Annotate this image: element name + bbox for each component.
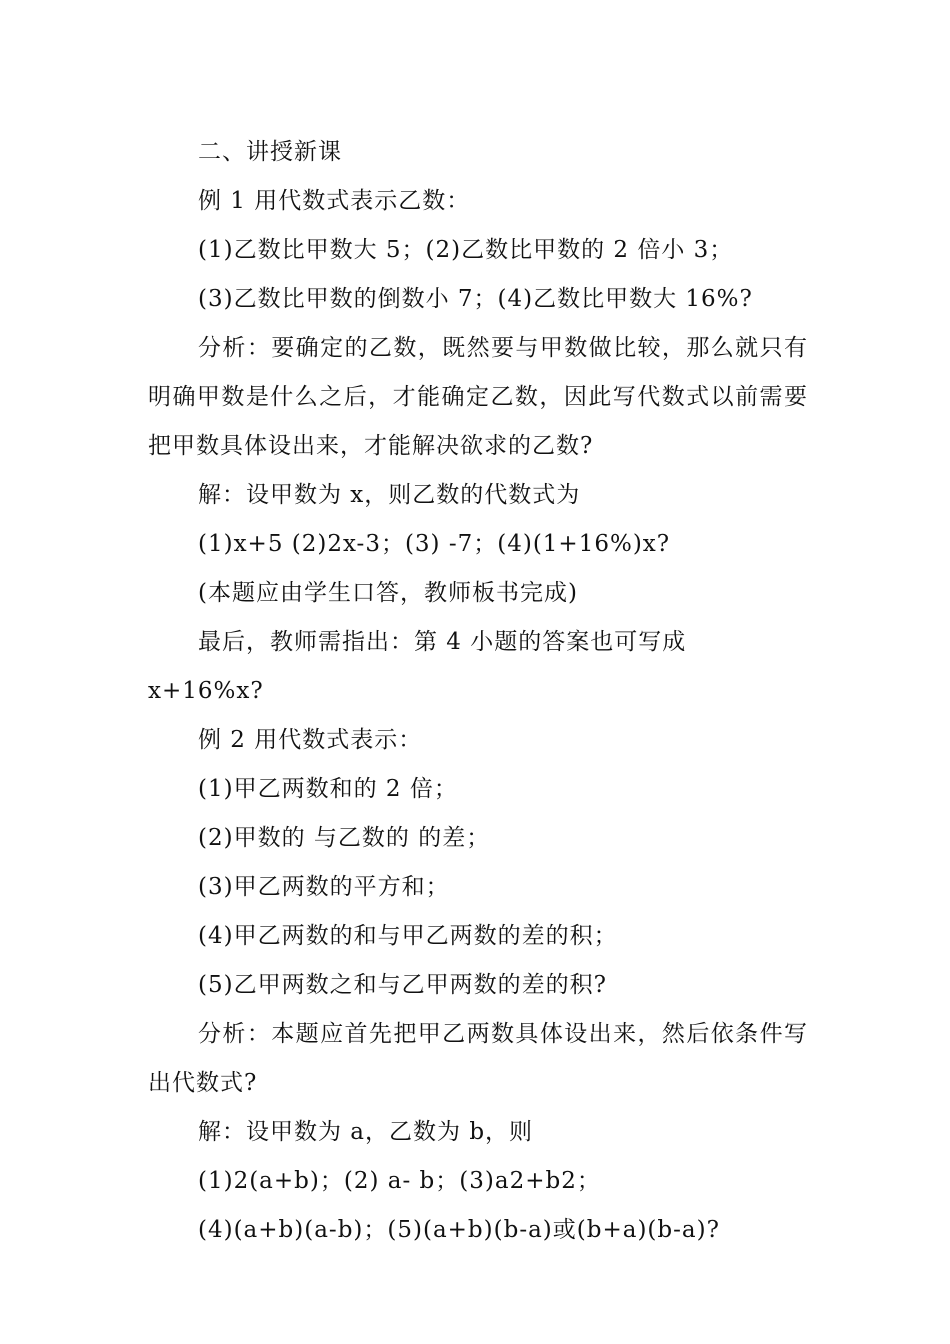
example-2-item-5: (5)乙甲两数之和与乙甲两数的差的积? [198,972,607,998]
example-2-item-2: (2)甲数的 与乙数的 的差； [198,825,491,851]
example-1-title: 例 1 用代数式表示乙数： [198,188,471,214]
example-2-title: 例 2 用代数式表示： [198,727,423,753]
example-2-item-3: (3)甲乙两数的平方和； [198,874,450,900]
example-1-answers: (1)x+5 (2)2x-3；(3) -7；(4)(1+16%)x? [198,531,671,557]
example-1-note: (本题应由学生口答，教师板书完成) [198,580,578,606]
example-1-items-1-2: (1)乙数比甲数大 5；(2)乙数比甲数的 2 倍小 3； [198,237,734,263]
example-2-answers-1-3: (1)2(a+b)；(2) a- b；(3)a2+b2； [198,1168,601,1194]
example-1-analysis: 分析：要确定的乙数，既然要与甲数做比较，那么就只有明确甲数是什么之后，才能确定乙数，因此写代数式以前需要把甲数具体设出来，才能解决欲求的乙数? [148,335,808,459]
example-2-solution-intro: 解：设甲数为 a，乙数为 b，则 [198,1119,534,1145]
section-heading: 二、讲授新课 [198,139,342,165]
example-1-solution-intro: 解：设甲数为 x，则乙数的代数式为 [198,482,581,508]
example-2-item-1: (1)甲乙两数和的 2 倍； [198,776,458,802]
example-1-items-3-4: (3)乙数比甲数的倒数小 7；(4)乙数比甲数大 16%? [198,286,753,312]
example-2-answers-4-5: (4)(a+b)(a-b)；(5)(a+b)(b-a)或(b+a)(b-a)? [198,1217,720,1243]
document-body [148,128,808,1255]
example-2-analysis: 分析：本题应首先把甲乙两数具体设出来，然后依条件写出代数式? [148,1021,808,1096]
example-1-remark: 最后，教师需指出：第 4 小题的答案也可写成 x+16%x? [148,629,687,704]
example-2-item-4: (4)甲乙两数的和与甲乙两数的差的积； [198,923,618,949]
